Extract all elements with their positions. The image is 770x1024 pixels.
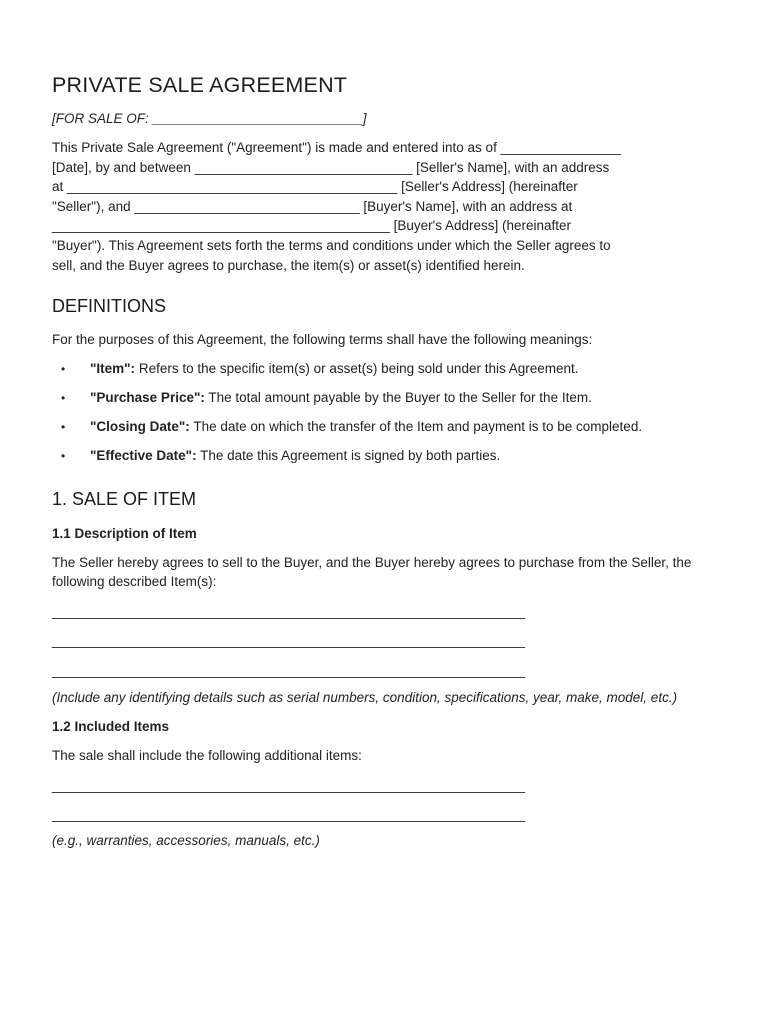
list-item — [52, 359, 717, 379]
blank-fill-line[interactable]: _______________________________________________________________ — [52, 777, 526, 793]
blank-fill-line[interactable]: _______________________________________________________________ — [52, 633, 526, 649]
bullet-icon: • — [61, 449, 66, 464]
included-items-note: (e.g., warranties, accessories, manuals, etc.) — [52, 832, 320, 848]
definitions-list — [52, 359, 717, 466]
for-sale-of-field: [FOR SALE OF: ____________________________] — [52, 111, 367, 126]
section-heading-sale-of-item: 1. SALE OF ITEM — [52, 488, 197, 509]
bullet-icon: • — [61, 419, 66, 434]
description-paragraph: The Seller hereby agrees to sell to the Buyer, and the Buyer hereby agrees to purchase from the Seller, the following described Item(s): — [52, 554, 692, 590]
definition-text: The total amount payable by the Buyer to the Seller for the Item. — [204, 389, 592, 405]
definition-term: "Purchase Price": — [90, 389, 205, 405]
intro-paragraph — [52, 138, 717, 275]
intro-line: sell, and the Buyer agrees to purchase, the item(s) or asset(s) identified herein. — [52, 257, 525, 273]
intro-line: at ____________________________________________ [Seller's Address] (hereinafter — [52, 179, 578, 195]
list-item — [52, 417, 717, 437]
definition-term: "Effective Date": — [90, 448, 197, 464]
blank-fill-line[interactable]: _______________________________________________________________ — [52, 807, 526, 823]
description-note: (Include any identifying details such as serial numbers, condition, specifications, year, make, model, etc.) — [52, 689, 678, 705]
included-items-paragraph: The sale shall include the following additional items: — [52, 748, 362, 764]
intro-line: "Buyer"). This Agreement sets forth the terms and conditions under which the Seller agrees to — [52, 237, 611, 253]
definition-text: Refers to the specific item(s) or asset(s) being sold under this Agreement. — [135, 360, 579, 376]
intro-line: "Seller"), and ______________________________ [Buyer's Name], with an address at — [52, 198, 573, 214]
blank-fill-line[interactable]: _______________________________________________________________ — [52, 663, 526, 678]
definition-text: The date on which the transfer of the Item and payment is to be completed. — [189, 418, 643, 434]
definition-text: The date this Agreement is signed by both parties. — [196, 448, 501, 464]
page-title: PRIVATE SALE AGREEMENT — [52, 73, 348, 97]
intro-line: This Private Sale Agreement ("Agreement") is made and entered into as of ________________ — [52, 140, 621, 155]
subsection-heading-included-items: 1.2 Included Items — [52, 719, 170, 735]
bullet-icon: • — [61, 361, 66, 376]
definitions-heading: DEFINITIONS — [52, 296, 167, 317]
subsection-heading-description: 1.1 Description of Item — [52, 525, 197, 541]
definition-term: "Closing Date": — [90, 418, 190, 434]
document-content — [52, 72, 717, 851]
list-item — [52, 388, 717, 408]
intro-line: _____________________________________________ [Buyer's Address] (hereinafter — [52, 218, 572, 234]
intro-line: [Date], by and between _____________________________ [Seller's Name], with an address — [52, 159, 610, 175]
definition-term: "Item": — [90, 360, 136, 376]
list-item — [52, 446, 717, 466]
bullet-icon: • — [61, 390, 66, 405]
blank-fill-line[interactable]: _______________________________________________________________ — [52, 603, 526, 619]
definitions-intro: For the purposes of this Agreement, the following terms shall have the following meanings: — [52, 332, 593, 348]
